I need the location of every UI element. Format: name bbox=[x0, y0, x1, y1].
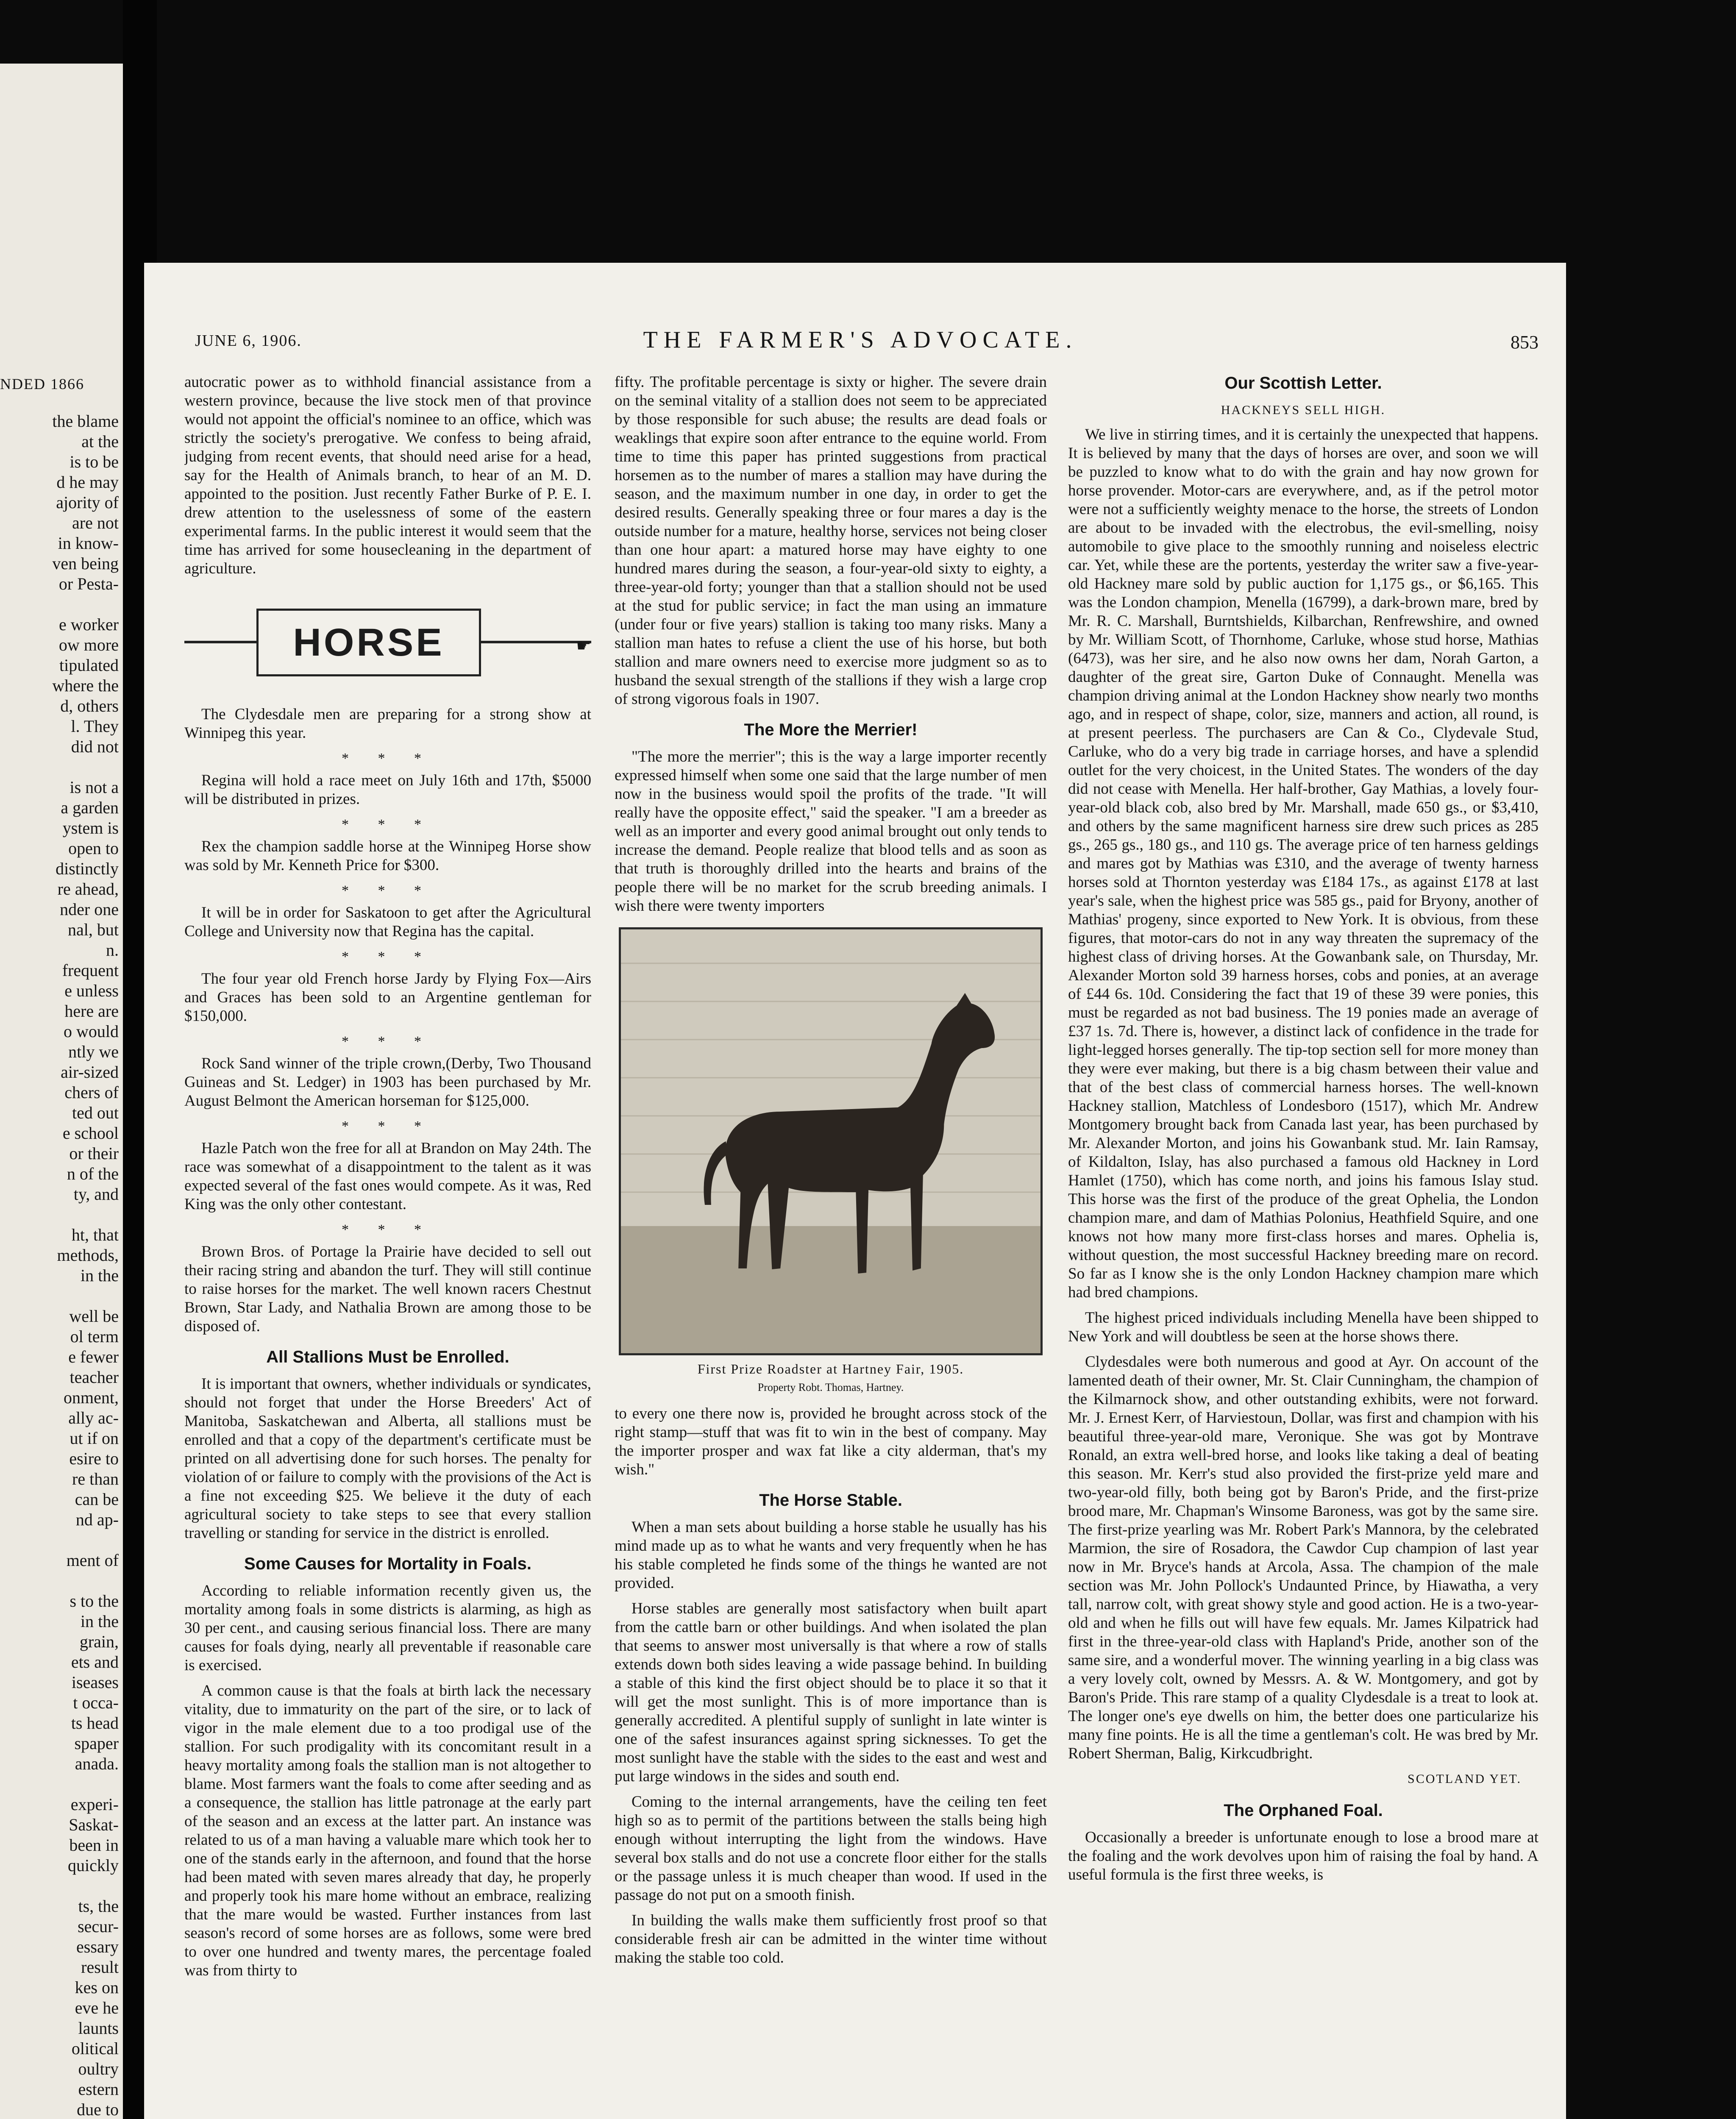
facing-page-line: can be bbox=[75, 1490, 119, 1509]
article-heading: The More the Merrier! bbox=[744, 720, 918, 739]
column-2 bbox=[615, 373, 1047, 2119]
facing-page-line: are not bbox=[72, 513, 119, 532]
facing-page-line: grain, bbox=[79, 1632, 119, 1651]
facing-page-line: ut if on bbox=[70, 1429, 119, 1448]
facing-page-line: e school bbox=[62, 1123, 119, 1143]
horse-note: Rock Sand winner of the triple crown,(Derby, Two Thousand Guineas and St. Ledger) in 1903 has been purchased by Mr. August Belmont the American horseman for $125,000. bbox=[184, 1055, 591, 1110]
facing-page-line: frequent bbox=[62, 961, 119, 980]
horse-note: Brown Bros. of Portage la Prairie have decided to sell out their racing string and abandon the turf. They will still continue to raise horses for the market. The well known racers Chestnut Brown, Star Lady, and Nathalia Brown are among those to be disposed of. bbox=[184, 1243, 591, 1335]
facing-page-line: a garden bbox=[61, 798, 119, 817]
column-3 bbox=[1068, 373, 1538, 2119]
separator-stars: * * * bbox=[342, 883, 434, 898]
facing-page-line: estern bbox=[78, 2080, 119, 2099]
article-signature: SCOTLAND YET. bbox=[1408, 1772, 1522, 1786]
facing-page-line: kes on bbox=[75, 1978, 119, 1997]
article-heading: Our Scottish Letter. bbox=[1224, 374, 1382, 392]
facing-page-line: eve he bbox=[75, 1998, 119, 2017]
horse-note: Hazle Patch won the free for all at Brandon on May 24th. The race was somewhat of a disappointment to the talent as it was expected several of the fast ones would compete. As it was, Red King was the only other contestant. bbox=[184, 1140, 591, 1213]
facing-page-line: secur- bbox=[78, 1917, 119, 1936]
facing-page-line: air-sized bbox=[61, 1062, 119, 1082]
photo-credit: Property Robt. Thomas, Hartney. bbox=[757, 1381, 904, 1393]
facing-page-line: t occa- bbox=[73, 1693, 119, 1712]
horse-photograph bbox=[619, 927, 1043, 1355]
facing-page-line: ow more bbox=[58, 635, 119, 654]
horse-photo-image bbox=[621, 929, 1040, 1353]
horse-note: The Clydesdale men are preparing for a strong show at Winnipeg this year. bbox=[184, 706, 591, 742]
facing-page-line: l. They bbox=[71, 717, 119, 736]
article-paragraph: "The more the merrier"; this is the way a large importer recently expressed himself when some one said that the large number of men now in the business would spoil the profits of the trade. "It will really have the opposite effect," said the speaker. "I am a breeder as well as an importer and every good animal brought out only tends to increase the demand. People realize that blood tells and as soon as that truth is thoroughly drilled into the hearts and brains of the people there will be no market for the scrub breeding animals. I wish there were twenty importers bbox=[615, 748, 1047, 915]
facing-page-line: oultry bbox=[78, 2059, 119, 2078]
facing-page-line: the blame bbox=[52, 412, 119, 431]
article-continuation: fifty. The profitable percentage is sixty or higher. The severe drain on the seminal vitality of a stallion does not seem to be appreciated by those responsible for such abuse; the results are dead foals or weaklings that expire soon after entrance to the equine world. From time to time this paper has printed suggestions from practical horsemen as to the number of mares a stallion may have during the season, and the maximum number in one day, in order to get the desired results. Generally speaking three or four mares a day is the outside number for a mature, healthy horse, services not being closer than one hour apart: a matured horse may have eighty to one hundred mares during the season, a four-year-old sixty to eighty, a three-year-old forty; younger than that a stallion should not be used at the stud for public service; in fact the man using an immature (under four or five years) stallion is taking too many risks. Many a stallion man hates to refuse a client the use of his horse, but both stallion and mare owners need to exercise more judgment so as to husband the sexual strength of the stallions if they wish a large crop of strong vigorous foals in 1907. bbox=[615, 373, 1047, 708]
facing-page-line bbox=[0, 1530, 119, 1550]
facing-page-line: result bbox=[81, 1958, 119, 1977]
facing-page-text bbox=[0, 411, 119, 2119]
facing-page-line: anada. bbox=[75, 1754, 119, 1773]
page-header bbox=[182, 326, 1538, 360]
facing-page-line: teacher bbox=[70, 1368, 119, 1387]
facing-page-line: or their bbox=[69, 1144, 119, 1163]
newspaper-page bbox=[144, 263, 1566, 2119]
facing-page-line: been in bbox=[69, 1835, 119, 1855]
facing-page-line: ty, and bbox=[73, 1185, 119, 1204]
pointing-hand-icon: ☛ bbox=[576, 636, 591, 655]
article-heading: All Stallions Must be Enrolled. bbox=[266, 1348, 509, 1366]
facing-page-line: did not bbox=[71, 737, 119, 756]
facing-page-line: in the bbox=[81, 1612, 119, 1631]
facing-page-line: well be bbox=[69, 1307, 119, 1326]
photo-caption: First Prize Roadster at Hartney Fair, 1905. bbox=[697, 1361, 964, 1377]
article-heading: Some Causes for Mortality in Foals. bbox=[244, 1554, 531, 1573]
article-paragraph: to every one there now is, provided he brought across stock of the right stamp—stuff that was fit to win in the best of company. May the importer prosper and wax fat like a city alderman, that's my wish." bbox=[615, 1405, 1047, 1478]
facing-page-line: nd ap- bbox=[75, 1510, 119, 1529]
facing-page-line: experi- bbox=[70, 1795, 119, 1814]
article-paragraph: We live in stirring times, and it is certainly the unexpected that happens. It is believed by many that the days of horses are over, and soon we will be puzzled to know what to do with the grain and hay now grown for horse provender. Motor-cars are everywhere, and, as if the petrol motor were not a sufficiently weighty menace to the horse, the streets of London are about to be invaded with the electrobus, the evil-smelling, noisy automobile to give place to the smoothly running and noiseless electric car. Yet, while these are the portents, yesterday the writer saw a five-year-old Hackney mare sold by public auction for 1,175 gs., or $6,165. This was the London champion, Menella (16799), a dark-brown mare, bred by Mr. R. C. Marshall, Burntshields, Kilbarchan, Renfrewshire, and owned by Mr. William Scott, of Thornhome, Carluke, whose stud horse, Mathias (6473), was her sire, and he also now owns her dam, Norah Garton, a daughter of the great sire, Garton Duke of Connaught. Menella was champion driving animal at the London Hackney show nearly two months ago, and in respect of shape, color, size, manners and action, all round, is at present peerless. The purchasers are Can & Co., Clydevale Stud, Carluke, who do a very big trade in carriage horses, and have a splendid outlet for the very choicest, in the United States. The wonders of the day did not cease with Menella. Her half-brother, Gay Mathias, a lovely four-year-old black cob, also bred by Mr. Marshall, made 650 gs., or $3,410, and others by the same magnificent harness sire drew such prices as 285 gs., 265 gs., 180 gs., and 110 gs. The average price of ten harness geldings and mares got by Mathias was £310, and the average of twenty harness horses sold at Thornton yesterday was £184 17s., as against £178 at last year's sale, when the highest price was 585 gs., paid for Bryony, another of Mathias' progeny, since exported to New York. It is obvious, from these figures, that motor-cars do not in any way threaten the supremacy of the highest class of driving horses. At the Gowanbank sale, on Thursday, Mr. Alexander Morton sold 39 harness horses, cobs and ponies, at an average of £44 6s. 10d. Considering the fact that 19 of these 39 were ponies, this must be regarded as not bad business. The 19 ponies made an average of £37 1s. 7d. There is, however, a distinct lack of confidence in the trade for light-legged horses generally. The tip-top section sell for more money than they were ever making, but there is a big chasm between their value and that of the best class of commercial harness horses. The well-known Hackney stallion, Matchless of Londesboro (1517), which Mr. Andrew Montgomery brought back from Canada last year, has been purchased by Mr. Alexander Morton, and joins his Gowanbank stud. Mr. Iain Ramsay, of Kildalton, Islay, has also purchased a famous old Hackney in Lord Hamlet (1750), which has come north, and joins his famous Islay stud. This horse was the first of the produce of the great Ophelia, the London champion mare, and dam of Mathias Polonius, Heathfield Squire, and one knows not how many more first-class horses and mares. Ophelia is, without question, the most successful Hackney breeding mare on record. So far as I know she is the only London Hackney champion mare which had bred champions. bbox=[1068, 426, 1538, 1301]
facing-page-line: tipulated bbox=[59, 656, 119, 675]
facing-page-line: nal, but bbox=[68, 920, 119, 939]
article-heading: The Horse Stable. bbox=[759, 1491, 902, 1510]
column-1 bbox=[184, 373, 591, 2119]
article-heading: The Orphaned Foal. bbox=[1224, 1801, 1383, 1820]
facing-page-line: re ahead, bbox=[57, 879, 119, 898]
facing-page-line bbox=[0, 594, 119, 615]
horse-note: The four year old French horse Jardy by Flying Fox—Airs and Graces has been sold to an Argentine gentleman for $150,000. bbox=[184, 970, 591, 1025]
facing-page-line: is not a bbox=[70, 778, 119, 797]
facing-page-line: Saskat- bbox=[69, 1815, 119, 1834]
separator-stars: * * * bbox=[342, 1034, 434, 1049]
facing-page-line: or Pesta- bbox=[58, 574, 119, 593]
facing-page-line: e fewer bbox=[68, 1347, 119, 1366]
facing-page-line: n. bbox=[106, 940, 119, 959]
horse-note: Rex the champion saddle horse at the Winnipeg Horse show was sold by Mr. Kenneth Price for $300. bbox=[184, 838, 591, 874]
issue-date: JUNE 6, 1906. bbox=[195, 332, 302, 350]
facing-page-line: where the bbox=[52, 676, 119, 695]
horse-section-banner bbox=[184, 603, 591, 680]
facing-page-line: nder one bbox=[60, 900, 119, 919]
facing-page-line: e unless bbox=[64, 981, 119, 1000]
separator-stars: * * * bbox=[342, 1118, 434, 1134]
article-paragraph: Occasionally a breeder is unfortunate enough to lose a brood mare at the foaling and the work devolves upon him of raising the foal by hand. A useful formula is the first three weeks, is bbox=[1068, 1829, 1538, 1883]
facing-page-line: ven being bbox=[52, 554, 119, 573]
facing-page-line: n of the bbox=[67, 1164, 119, 1183]
section-title: HORSE bbox=[293, 621, 445, 664]
facing-page-line: in the bbox=[81, 1266, 119, 1285]
facing-page-line: launts bbox=[78, 2019, 119, 2038]
facing-page-line: e worker bbox=[58, 615, 119, 634]
facing-page-line: methods, bbox=[57, 1246, 119, 1265]
horse-note: It will be in order for Saskatoon to get after the Agricultural College and University now that Regina has the capital. bbox=[184, 904, 591, 940]
facing-page-line: ets and bbox=[71, 1652, 119, 1671]
facing-page-line: here are bbox=[64, 1001, 119, 1021]
facing-page-line: onment, bbox=[64, 1388, 119, 1407]
masthead-title: THE FARMER'S ADVOCATE. bbox=[643, 327, 1078, 353]
facing-page-line bbox=[0, 757, 119, 777]
facing-page-line bbox=[0, 1774, 119, 1794]
facing-page-line: ts, the bbox=[78, 1897, 119, 1916]
facing-page-line bbox=[0, 1286, 119, 1306]
facing-page-line: ts head bbox=[71, 1713, 119, 1732]
facing-page-line: ystem is bbox=[62, 818, 119, 837]
separator-stars: * * * bbox=[342, 1222, 434, 1237]
facing-page-line: ntly we bbox=[68, 1042, 119, 1061]
article-paragraph: A common cause is that the foals at birth lack the necessary vitality, due to immaturity on the part of the sire, or to lack of vigor in the male element due to a too prodigal use of the stallion. For such prodigality with its concomitant result in a heavy mortality among foals the stallion man is not altogether to blame. Most farmers want the foals to come after seeding and as a consequence, the stallion has little patronage at the early part of the season and an excess at the latter part. An instance was related to us of a man having a valuable mare which took her to one of the stands early in the afternoon, and found that the horse had been mated with seven mares already that day, he properly and properly took his mare home without an embrace, realizing that the mare would be wasted. Further instances from last season's record of some horses are as follows, some were bred to over one hundred and twenty mares, the percentage foaled was from thirty to bbox=[184, 1682, 591, 1979]
article-subheading: HACKNEYS SELL HIGH. bbox=[1221, 403, 1386, 417]
facing-page-line: olitical bbox=[71, 2039, 119, 2058]
article-paragraph: Clydesdales were both numerous and good at Ayr. On account of the lamented death of their owner, Mr. St. Clair Cunningham, the champion of the Kilmarnock show, and other outstanding exhibits, were not forward. Mr. J. Ernest Kerr, of Harviestoun, Dollar, was first and champion with his beautiful three-year-old mare, Veronique. She was got by Montrave Ronald, an extra well-bred horse, and looks like taking a deal of beating this season. Mr. Kerr's stud also provided the first-prize yeld mare and two-year-old filly, both being got by Baron's Pride, and the first-prize brood mare, Mr. Chapman's Winsome Baroness, was got by the same sire. The first-prize yearling was Mr. Robert Park's Mannora, by the celebrated Marmion, the sire of Rosadora, the Cawdor Cup champion of last year now in Mr. Bryce's hands at Arcola, Assa. The champion of the male section was Mr. John Pollock's Undaunted Prince, by Hiawatha, a very tall, narrow colt, with great showy style and good action. He is a two-year-old and when he fills out will have few equals. Mr. James Kilpatrick had first in the three-year-old class with Hapland's Pride, another son of the same sire, and a wonderful mover. The winning yearling in a big class was a very lovely colt, owned by Messrs. A. & W. Montgomery, and got by Baron's Pride. This rare stamp of a quality Clydesdale is a treat to look at. The longer one's eye dwells on him, the better does one particularize his many fine points. He is all the time a gentleman's colt. He was bred by Mr. Robert Sherman, Balig, Kirkcudbright. bbox=[1068, 1353, 1538, 1762]
facing-page-line bbox=[0, 1876, 119, 1896]
article-continuation: autocratic power as to withhold financial assistance from a western province, because the live stock men of that province would not appoint the official's nominee to an office, which was strictly the society's prerogative. We confess to being afraid, judging from recent events, that should need arise for a head, say for the Health of Animals branch, to hear of an M. D. appointed to the position. Just recently Father Burke of P. E. I. drew attention to the uselessness of some of the eastern experimental farms. In the public interest it would seem that the time has arrived for some housecleaning in the department of agriculture. bbox=[184, 373, 591, 577]
facing-page-line: in know- bbox=[58, 534, 119, 553]
article-paragraph: Coming to the internal arrangements, have the ceiling ten feet high so as to permit of the partitions between the stalls being high enough without interrupting the light from the windows. Have several box stalls and do not use a concrete floor either for the stalls or the passage unless it is much cheaper than wood. If used in the passage do not put on a smooth finish. bbox=[615, 1793, 1047, 1904]
article-paragraph: It is important that owners, whether individuals or syndicates, should not forget that under the Horse Breeders' Act of Manitoba, Saskatchewan and Alberta, all stallions must be enrolled and that a copy of the department's certificate must be printed on all advertising done for such horses. The penalty for violation of or failure to comply with the provisions of the Act is a fine not exceeding $25. We believe it the duty of each agricultural society to take steps to see that every stallion travelling or standing for service in the district is enrolled. bbox=[184, 1375, 591, 1542]
article-paragraph: The highest priced individuals including Menella have been shipped to New York and will doubtless be seen at the horse shows there. bbox=[1068, 1309, 1538, 1345]
facing-page-line: quickly bbox=[68, 1856, 119, 1875]
facing-page-line: distinctly bbox=[56, 859, 119, 878]
separator-stars: * * * bbox=[342, 751, 434, 766]
facing-page-line: ol term bbox=[70, 1327, 119, 1346]
facing-page-line: at the bbox=[81, 432, 119, 451]
separator-stars: * * * bbox=[342, 949, 434, 965]
facing-page-line: due to bbox=[77, 2100, 119, 2119]
facing-page-line: is to be bbox=[70, 452, 119, 471]
facing-page-line: d he may bbox=[56, 473, 119, 492]
facing-page-line: s to the bbox=[70, 1591, 119, 1610]
facing-page-line: ajority of bbox=[56, 493, 119, 512]
facing-page-line: spaper bbox=[74, 1734, 119, 1753]
facing-page-line: d, others bbox=[60, 696, 119, 715]
facing-page-line bbox=[0, 1571, 119, 1591]
facing-page-line: iseases bbox=[71, 1673, 119, 1692]
horse-note: Regina will hold a race meet on July 16th and 17th, $5000 will be distributed in prizes. bbox=[184, 772, 591, 808]
banner-box bbox=[256, 609, 481, 676]
article-paragraph: When a man sets about building a horse stable he usually has his mind made up as to what he wants and very frequently when he has his stable completed he finds some of the things he wanted are not provided. bbox=[615, 1518, 1047, 1592]
facing-page-line: esire to bbox=[69, 1449, 119, 1468]
article-paragraph: According to reliable information recently given us, the mortality among foals in some districts is alarming, as high as 30 per cent., and causing serious financial loss. There are many causes for foals dying, nearly all preventable if reasonable care is exercised. bbox=[184, 1582, 591, 1674]
separator-stars: * * * bbox=[342, 817, 434, 832]
facing-page-line: re than bbox=[72, 1469, 119, 1488]
facing-page-line bbox=[0, 1204, 119, 1225]
facing-page-line: ted out bbox=[72, 1103, 119, 1122]
facing-page-strip bbox=[0, 64, 123, 2119]
facing-page-line: ment of bbox=[66, 1551, 119, 1570]
facing-page-header: NDED 1866 bbox=[0, 375, 84, 392]
facing-page-line: o would bbox=[64, 1022, 119, 1041]
article-paragraph: Horse stables are generally most satisfactory when built apart from the cattle barn or other buildings. And when isolated the plan that seems to answer most universally is that where a row of stalls extends down both sides leaving a wide passage behind. In building a stable of this kind the first object should be to place it so that it will get the most sunlight. This is of more importance than is generally accredited. A plentiful supply of sunlight in late winter is one of the safest insurances against spring sicknesses. To get the most sunlight have the stable with the sides to the east and west and put large windows in the sides and south end. bbox=[615, 1600, 1047, 1785]
facing-page-line: open to bbox=[68, 839, 119, 858]
article-paragraph: In building the walls make them sufficiently frost proof so that considerable fresh air can be admitted in the winter time without making the stable too cold. bbox=[615, 1912, 1047, 1966]
facing-page-line: chers of bbox=[64, 1083, 119, 1102]
facing-page-line: ally ac- bbox=[68, 1408, 119, 1427]
facing-page-line: essary bbox=[76, 1937, 119, 1956]
page-number: 853 bbox=[1511, 332, 1538, 353]
facing-page-line: ht, that bbox=[71, 1225, 119, 1244]
